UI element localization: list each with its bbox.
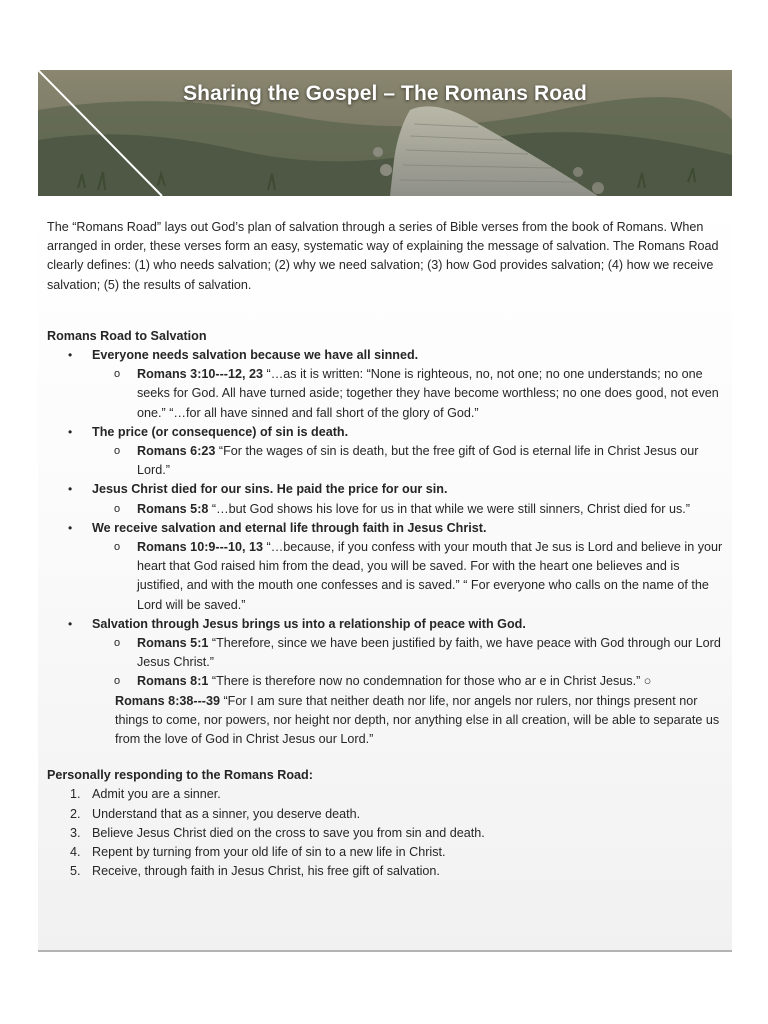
step-number: 1. <box>70 787 81 802</box>
step-item <box>47 805 727 824</box>
sub-bullet-icon: o <box>114 502 121 515</box>
bullet-icon: • <box>68 482 73 497</box>
verse-item <box>92 500 727 519</box>
verse-list <box>92 634 727 749</box>
step-text: Admit you are a sinner. <box>92 787 221 802</box>
step-number: 4. <box>70 845 81 860</box>
list-item <box>47 480 727 518</box>
verse-list <box>92 538 727 615</box>
step-text: Believe Jesus Christ died on the cross to save you from sin and death. <box>92 825 485 840</box>
step-item <box>47 862 727 881</box>
step-number: 2. <box>70 806 81 821</box>
point-text: Salvation through Jesus brings us into a relationship of peace with God. <box>92 616 526 631</box>
point-text: Jesus Christ died for our sins. He paid the price for our sin. <box>92 482 448 497</box>
verse-list <box>92 442 727 480</box>
intro-paragraph: The “Romans Road” lays out God’s plan of salvation through a series of Bible verses from the book of Romans. When arranged in order, these verses form an easy, systematic way of explaining the message of salvation. The Romans Road clearly defines: (1) who needs salvation; (2) why we need salvation; (3) how God provides salvation; (4) how we receive salvation; (5) the results of salvation. <box>47 220 719 292</box>
verse-reference: Romans 8:1 <box>137 674 209 689</box>
verse-continuation <box>115 692 727 750</box>
step-number: 5. <box>70 864 81 879</box>
verse-item <box>92 365 727 423</box>
verse-reference: Romans 10:9---10, 13 <box>137 540 263 555</box>
step-item <box>47 824 727 843</box>
section-heading-romans-road: Romans Road to Salvation <box>47 328 207 343</box>
point-text: Everyone needs salvation because we have all sinned. <box>92 348 419 363</box>
verse-item <box>92 442 727 480</box>
bullet-icon: • <box>68 520 73 535</box>
footer-divider <box>38 950 732 952</box>
verse-reference: Romans 5:8 <box>137 501 209 516</box>
sub-bullet-icon: o <box>114 541 121 554</box>
verse-item <box>92 634 727 672</box>
verse-text: “Therefore, since we have been justified by faith, we have peace with God through our Lord Jesus Christ.” <box>137 636 721 670</box>
verse-list <box>92 500 727 519</box>
step-item <box>47 843 727 862</box>
list-item <box>47 423 727 481</box>
verse-text: “…but God shows his love for us in that while we were still sinners, Christ died for us.” <box>208 501 690 516</box>
bullet-icon: • <box>68 424 73 439</box>
sub-bullet-icon: o <box>114 637 121 650</box>
bullet-icon: • <box>68 616 73 631</box>
bullet-icon: • <box>68 348 73 363</box>
step-text: Understand that as a sinner, you deserve death. <box>92 806 361 821</box>
verse-item <box>92 538 727 615</box>
verse-text: “For the wages of sin is death, but the free gift of God is eternal life in Christ Jesus our Lord.” <box>137 444 699 478</box>
verse-text: “There is therefore now no condemnation for those who ar e in Christ Jesus.” ○ <box>208 674 652 689</box>
point-text: We receive salvation and eternal life through faith in Jesus Christ. <box>92 520 487 535</box>
list-item <box>47 519 727 615</box>
list-item <box>47 615 727 749</box>
verse-text: “For I am sure that neither death nor life, nor angels nor rulers, nor things present nor things to come, nor powers, nor height nor depth, nor anything else in all creation, will be able to separate us from the love of God in Christ Jesus our Lord.” <box>115 693 720 747</box>
list-item <box>47 346 727 423</box>
section-heading-responding: Personally responding to the Romans Road: <box>47 768 313 783</box>
verse-reference: Romans 6:23 <box>137 444 216 459</box>
point-text: The price (or consequence) of sin is death. <box>92 424 349 439</box>
page-title: Sharing the Gospel – The Romans Road <box>183 82 587 105</box>
sub-bullet-icon: o <box>114 368 121 381</box>
verse-text: “…because, if you confess with your mouth that Je sus is Lord and believe in your heart that God raised him from the dead, you will be saved. For with the heart one believes and is justified, and with the mouth one confesses and is saved.” “ For everyone who calls on the name of the Lord will be saved.” <box>137 540 723 612</box>
document-body <box>47 218 727 882</box>
step-text: Receive, through faith in Jesus Christ, his free gift of salvation. <box>92 864 440 879</box>
verse-reference: Romans 5:1 <box>137 636 209 651</box>
verse-text: “…as it is written: “None is righteous, no, not one; no one understands; no one seeks for God. All have turned aside; together they have become worthless; no one does good, not even one.” “…for all have sinned and fall short of the glory of God.” <box>137 367 719 420</box>
verse-list <box>92 365 727 423</box>
header-banner <box>38 70 732 196</box>
step-number: 3. <box>70 825 81 840</box>
salvation-points-list <box>47 346 727 749</box>
sub-bullet-icon: o <box>114 675 121 688</box>
verse-reference: Romans 3:10---12, 23 <box>137 367 263 382</box>
step-text: Repent by turning from your old life of sin to a new life in Christ. <box>92 845 446 860</box>
sub-bullet-icon: o <box>114 445 121 458</box>
verse-reference: Romans 8:38---39 <box>115 693 220 708</box>
verse-item <box>92 672 727 749</box>
step-item <box>47 785 727 804</box>
response-steps-list <box>47 785 727 881</box>
